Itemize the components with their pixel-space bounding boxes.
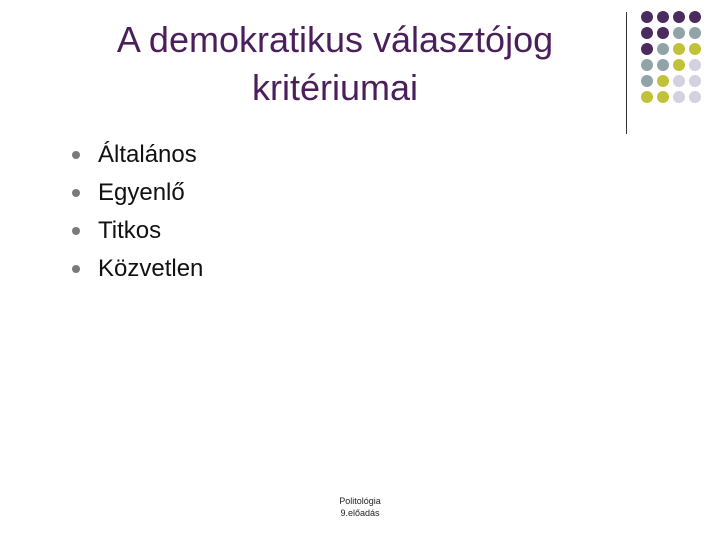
bullet-dot-icon [72, 265, 80, 273]
decorative-dot [641, 27, 653, 39]
dot-grid-icon [640, 10, 720, 120]
decorative-dot [673, 43, 685, 55]
title-line-1: A demokratikus választójog [116, 19, 554, 60]
decorative-dot [641, 59, 653, 71]
bullet-label: Egyenlő [98, 179, 185, 206]
decorative-dot [673, 27, 685, 39]
decorative-dot [673, 59, 685, 71]
slide-footer [300, 495, 420, 519]
decorative-dot [673, 75, 685, 87]
bullet-list [72, 140, 203, 292]
decorative-dot [689, 43, 701, 55]
decorative-dot [657, 59, 669, 71]
decorative-dot [657, 75, 669, 87]
bullet-label: Közvetlen [98, 255, 204, 282]
footer-line-1: Politológia [339, 496, 381, 506]
bullet-item [72, 178, 203, 216]
bullet-dot-icon [72, 189, 80, 197]
bullet-dot-icon [72, 227, 80, 235]
footer-line-2: 9.előadás [340, 508, 380, 518]
decorative-dot [657, 11, 669, 23]
decorative-dot [641, 75, 653, 87]
bullet-label: Titkos [98, 217, 162, 244]
decorative-dot [657, 27, 669, 39]
decorative-dot [689, 75, 701, 87]
decorative-dot [673, 91, 685, 103]
bullet-item [72, 254, 203, 292]
slide-title [40, 16, 630, 112]
decorative-dot [657, 91, 669, 103]
decorative-dot [641, 11, 653, 23]
decorative-dot [689, 91, 701, 103]
bullet-label: Általános [98, 141, 197, 168]
bullet-dot-icon [72, 151, 80, 159]
decorative-dot [689, 11, 701, 23]
bullet-item [72, 216, 203, 254]
decorative-dot [689, 59, 701, 71]
decorative-dot [689, 27, 701, 39]
decorative-dot [657, 43, 669, 55]
decorative-dot [673, 11, 685, 23]
decorative-dot [641, 43, 653, 55]
title-line-2: kritériumai [251, 67, 419, 108]
bullet-item [72, 140, 203, 178]
decorative-dot [641, 91, 653, 103]
divider-line [626, 12, 627, 134]
